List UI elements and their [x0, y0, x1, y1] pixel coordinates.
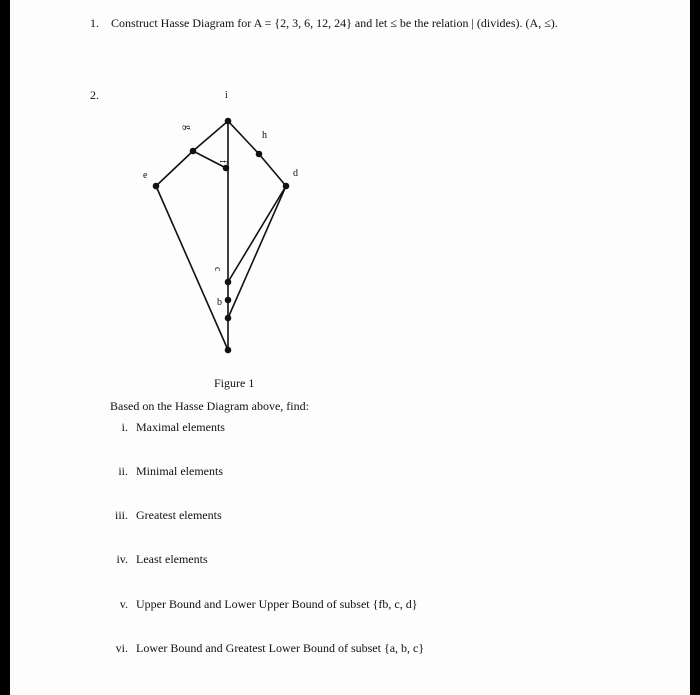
vertex-f: [223, 165, 230, 172]
edge-i-h: [228, 121, 259, 154]
sub-question-numeral: iv.: [116, 552, 128, 566]
label-b: b: [217, 297, 222, 308]
sub-question-numeral: vi.: [115, 641, 128, 655]
vertex-d: [283, 183, 290, 190]
vertex-c: [225, 279, 232, 286]
question-1-text: Construct Hasse Diagram for A = {2, 3, 6, 12, 24} and let ≤ be the relation | (divides). (A, ≤).: [111, 16, 558, 30]
sub-question-numeral: i.: [121, 420, 128, 434]
label-i: i: [225, 90, 228, 101]
sub-question-text: Lower Bound and Greatest Lower Bound of subset {a, b, c}: [136, 641, 425, 655]
label-g: g: [182, 125, 193, 130]
vertex-i: [225, 118, 232, 125]
label-h: h: [262, 130, 267, 141]
sub-question-text: Greatest elements: [136, 508, 222, 522]
sub-question-numeral: iii.: [114, 508, 128, 522]
label-f: f: [217, 160, 228, 164]
question-2-intro: Based on the Hasse Diagram above, find:: [110, 399, 309, 413]
label-c: c: [212, 267, 223, 272]
label-d: d: [293, 168, 298, 179]
sub-question-numeral: v.: [119, 597, 128, 611]
figure-caption: Figure 1: [214, 376, 255, 390]
vertex-g: [190, 148, 197, 155]
vertex-b-upper: [225, 297, 232, 304]
question-1-number: 1.: [90, 16, 99, 30]
vertex-b: [225, 315, 232, 322]
sub-question-text: Minimal elements: [136, 464, 223, 478]
label-e: e: [143, 170, 148, 181]
question-2-number: 2.: [90, 88, 99, 102]
vertex-h: [256, 151, 263, 158]
sub-question-text: Maximal elements: [136, 420, 225, 434]
document-page: [10, 0, 690, 695]
edge-i-g: [193, 121, 228, 151]
edge-h-d: [259, 154, 286, 186]
sub-question-text: Least elements: [136, 552, 208, 566]
vertex-bottom: [225, 347, 232, 354]
edge-d-c: [228, 186, 286, 282]
vertex-e: [153, 183, 160, 190]
sub-question-text: Upper Bound and Lower Upper Bound of subset {fb, c, d}: [136, 597, 418, 611]
hasse-diagram: [10, 0, 690, 370]
sub-question-numeral: ii.: [118, 464, 128, 478]
edge-d-b: [228, 186, 286, 318]
edge-g-e: [156, 151, 193, 186]
